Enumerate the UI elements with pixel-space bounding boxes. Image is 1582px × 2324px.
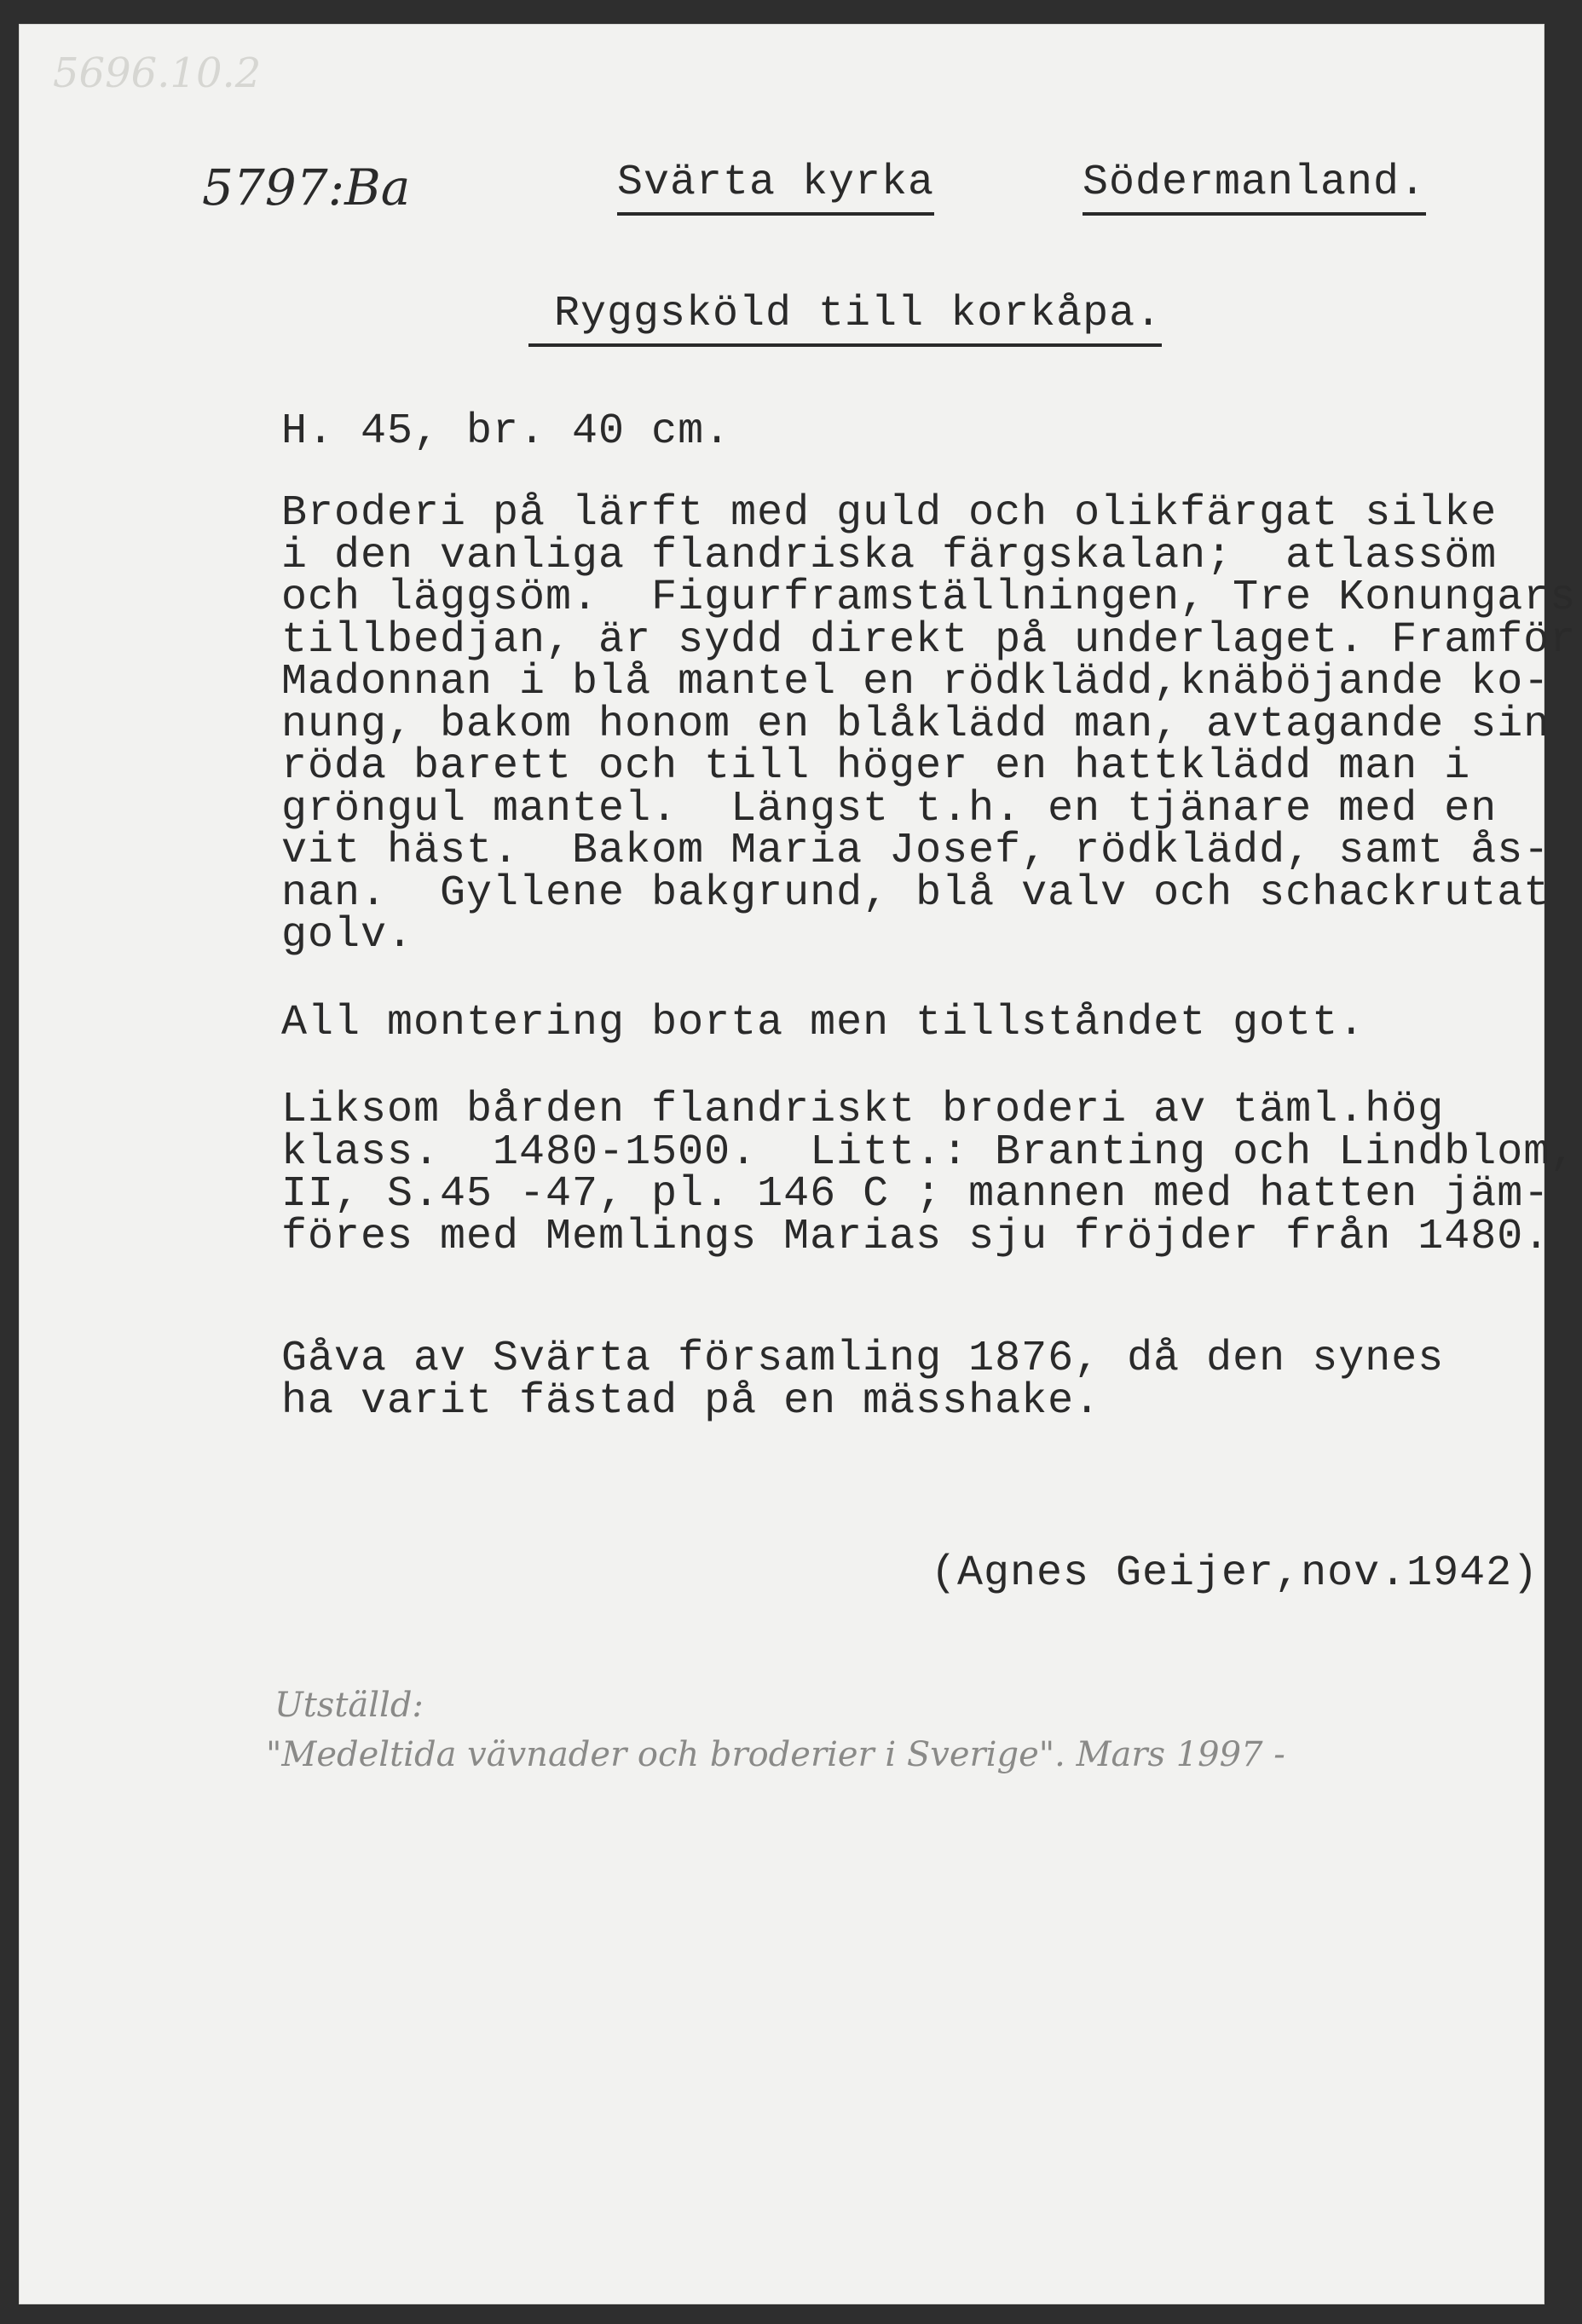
text-line: Broderi på lärft med guld och olikfärgat silke [281, 489, 1498, 538]
condition-paragraph [281, 999, 1365, 1047]
text-line: Madonnan i blå mantel en rödklädd,knäböjande ko- [281, 658, 1550, 706]
dimensions: H. 45, br. 40 cm. [281, 407, 731, 456]
author-signature: (Agnes Geijer,nov.1942) [931, 1549, 1539, 1598]
text-line: II, S.45 -47, pl. 146 C ; mannen med hatten jäm- [281, 1170, 1550, 1219]
text-line: klass. 1480-1500. Litt.: Branting och Lindblom, [281, 1127, 1577, 1177]
text-line: föres med Memlings Marias sju fröjder från 1480. [281, 1212, 1550, 1261]
text-line: vit häst. Bakom Maria Josef, rödklädd, samt ås- [281, 827, 1550, 875]
text-line: All montering borta men tillståndet gott. [281, 999, 1365, 1047]
text-line: Gåva av Svärta församling 1876, då den synes [281, 1335, 1445, 1383]
text-line: i den vanliga flandriska färgskalan; atlassöm [281, 531, 1498, 580]
handwritten-note-heading: Utställd: [274, 1686, 424, 1725]
text-line: tillbedjan, är sydd direkt på underlaget. Framför [281, 615, 1577, 665]
comparison-paragraph [281, 1086, 1577, 1261]
church-name: Svärta kyrka [617, 159, 934, 216]
text-line: och läggsöm. Figurframställningen, Tre Konungars [281, 574, 1577, 622]
text-line: nan. Gyllene bakgrund, blå valv och schackrutat [281, 868, 1550, 918]
text-line: röda barett och till höger en hattklädd man i [281, 742, 1471, 791]
object-title: Ryggsköld till korkåpa. [528, 290, 1162, 347]
catalog-card [19, 24, 1577, 2304]
region-name: Södermanland. [1083, 159, 1426, 216]
text-line: golv. [281, 911, 414, 960]
text-line: gröngul mantel. Längst t.h. en tjänare med en [281, 784, 1498, 833]
text-line: ha varit fästad på en mässhake. [281, 1376, 1101, 1426]
provenance-paragraph [281, 1335, 1445, 1426]
text-line: Liksom bården flandriskt broderi av täml.hög [281, 1086, 1445, 1134]
text-line: nung, bakom honom en blåklädd man, avtagande sin [281, 700, 1550, 749]
faint-pencil-number: 5696.10.2 [53, 49, 262, 97]
inventory-number: 5797:Ba [202, 159, 411, 216]
description-paragraph [281, 489, 1577, 960]
handwritten-note-exhibition: "Medeltida vävnader och broderier i Sverige". Mars 1997 - [266, 1735, 1285, 1774]
